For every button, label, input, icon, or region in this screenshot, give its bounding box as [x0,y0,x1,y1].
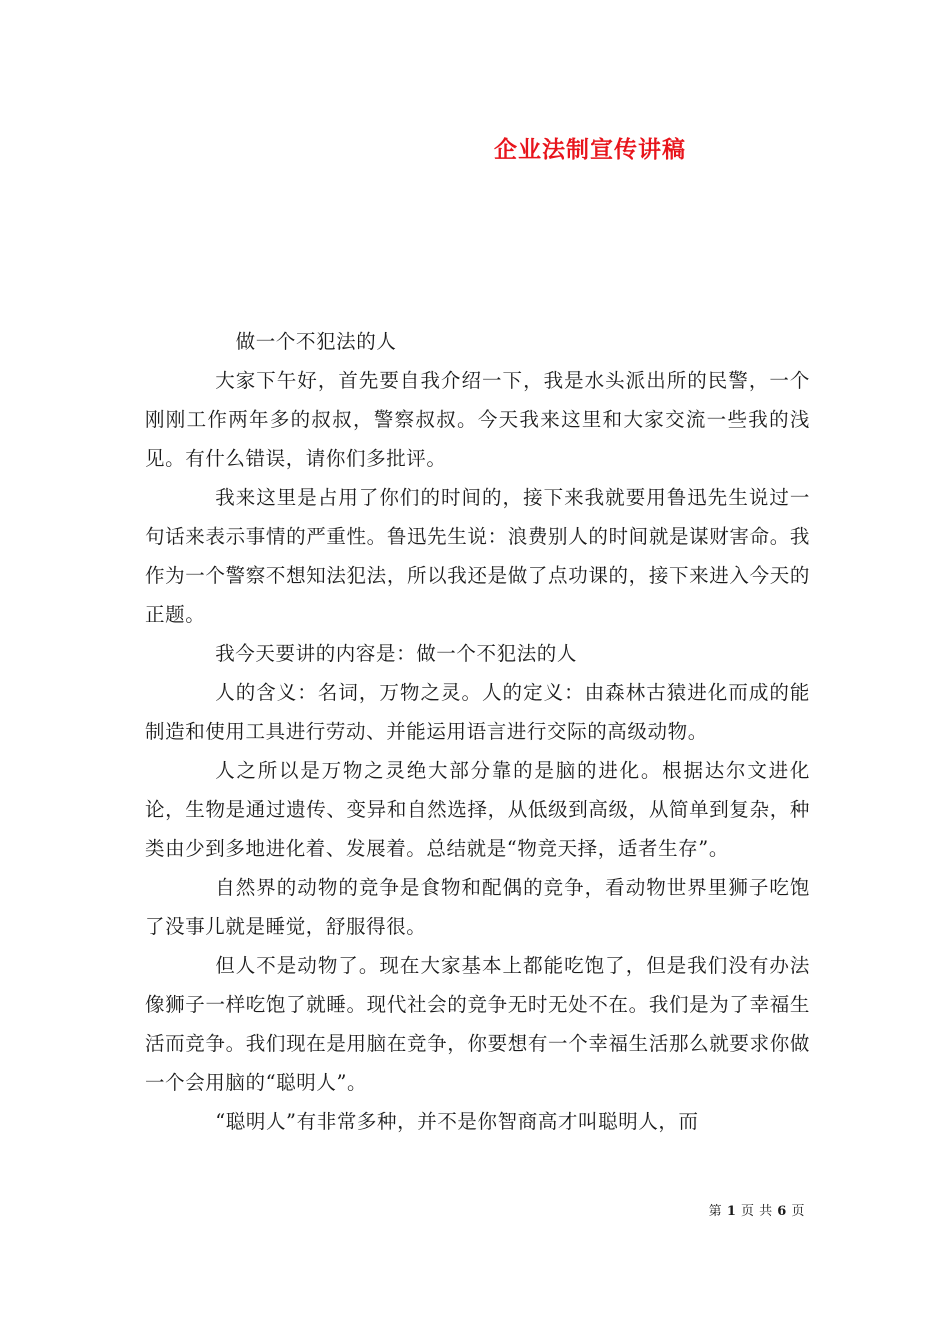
paragraph-8: “聪明人”有非常多种，并不是你智商高才叫聪明人，而 [215,1110,699,1133]
paragraph-5: 人之所以是万物之灵绝大部分靠的是脑的进化。根据达尔文进化论，生物是通过遗传、变异和自然选择，从低级到高级，从简单到复杂，种类由少到多地进化着、发展着。总结就是“物竞天择，适者生存”。 [145,759,810,860]
page-number-footer [709,1203,805,1221]
paragraph-4: 人的含义：名词，万物之灵。人的定义：由森林古猿进化而成的能制造和使用工具进行劳动、并能运用语言进行交际的高级动物。 [145,681,810,743]
speech-subtitle: 做一个不犯法的人 [235,330,397,353]
paragraph-1: 大家下午好，首先要自我介绍一下，我是水头派出所的民警，一个刚刚工作两年多的叔叔，警察叔叔。今天我来这里和大家交流一些我的浅见。有什么错误，请你们多批评。 [145,369,810,470]
total-page-count: 6 [777,1204,787,1219]
footer-middle: 页 共 [741,1204,773,1219]
paragraph-7: 但人不是动物了。现在大家基本上都能吃饱了，但是我们没有办法像狮子一样吃饱了就睡。现代社会的竞争无时无处不在。我们是为了幸福生活而竞争。我们现在是用脑在竞争，你要想有一个幸福生活那么就要求你做一个会用脑的“聪明人”。 [145,954,810,1094]
paragraph-2: 我来这里是占用了你们的时间的，接下来我就要用鲁迅先生说过一句话来表示事情的严重性。鲁迅先生说：浪费别人的时间就是谋财害命。我作为一个警察不想知法犯法，所以我还是做了点功课的，接下来进入今天的正题。 [145,486,810,626]
footer-suffix: 页 [791,1204,805,1219]
paragraph-6: 自然界的动物的竞争是食物和配偶的竞争，看动物世界里狮子吃饱了没事儿就是睡觉，舒服得很。 [145,876,810,938]
current-page-number: 1 [726,1204,737,1219]
footer-prefix: 第 [708,1204,723,1219]
document-title: 企业法制宣传讲稿 [494,136,686,163]
document-body [145,322,810,1141]
paragraph-3: 我今天要讲的内容是：做一个不犯法的人 [215,642,577,665]
